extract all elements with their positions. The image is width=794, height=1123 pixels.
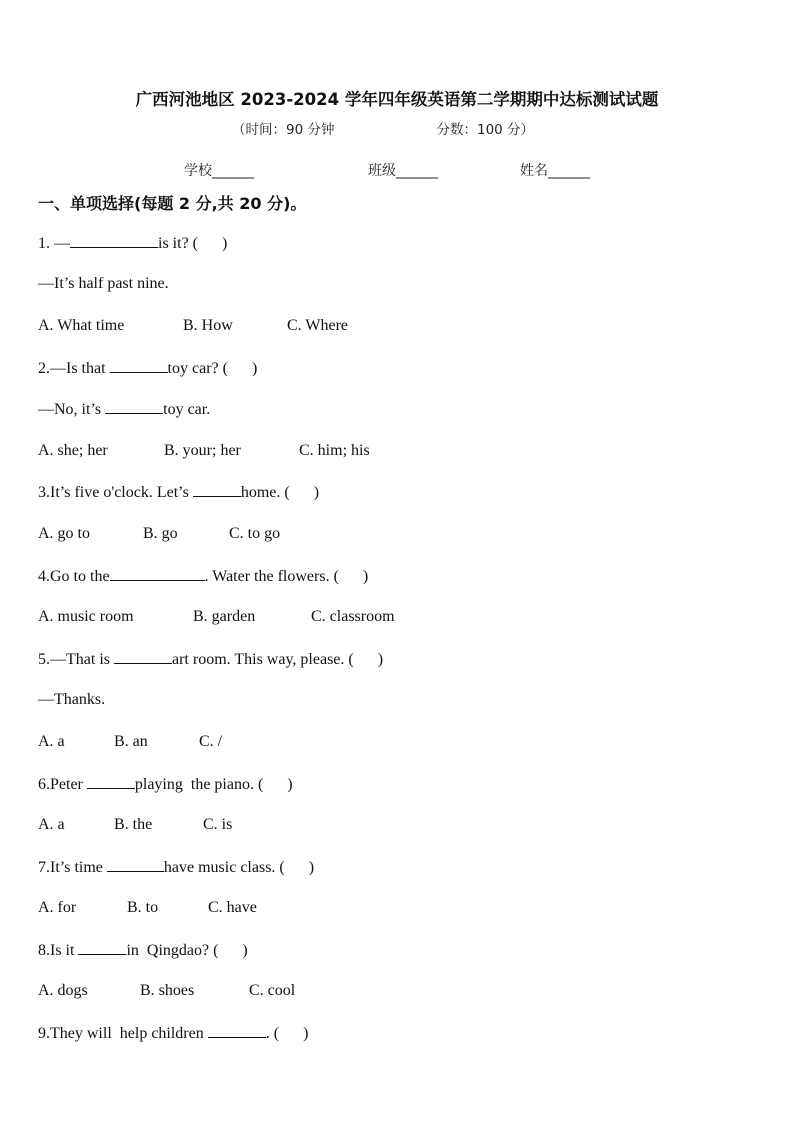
question-1 [38,233,227,254]
q2-stem-start: 2.—Is that [38,360,110,377]
question-7 [38,857,314,878]
question-4 [38,566,368,587]
q3-stem-start: 3.It’s five o'clock. Let’s [38,484,193,501]
question-5 [38,649,383,670]
answer-blank [87,774,135,789]
option-b: B. How [183,317,233,334]
q1-reply: —It’s half past nine. [38,275,169,292]
q2-reply-end: toy car. [163,401,211,418]
q1-stem-start: 1. — [38,235,70,252]
question-8 [38,940,248,961]
q2-reply [38,399,210,420]
option-a: A. go to [38,525,90,542]
name-field: 姓名______ [520,163,590,179]
option-b: B. an [114,733,148,750]
option-a: A. dogs [38,982,88,999]
exam-meta [232,118,534,138]
answer-blank [114,649,172,664]
question-6 [38,774,293,795]
option-b: B. the [114,816,153,833]
q8-stem-end: in Qingdao? ( ) [126,942,248,959]
q7-options [38,898,257,918]
option-c: C. to go [229,525,281,542]
q2-options [38,441,370,461]
q6-stem-start: 6.Peter [38,776,87,793]
question-3 [38,482,319,503]
option-a: A. music room [38,608,134,625]
time-label: （时间：90 分钟 [232,122,335,138]
q8-stem-start: 8.Is it [38,942,79,959]
answer-blank [105,399,163,414]
page-title: 广西河池地区 2023-2024 学年四年级英语第二学期期中达标测试试题 [135,90,659,109]
answer-blank [110,566,205,581]
option-a: A. a [38,733,65,750]
option-c: C. cool [249,982,296,999]
option-a: A. What time [38,317,125,334]
q5-stem-end: art room. This way, please. ( ) [172,651,384,668]
q5-stem-start: 5.—That is [38,651,114,668]
q7-stem-start: 7.It’s time [38,859,107,876]
q5-options [38,732,222,752]
option-c: C. have [208,899,257,916]
q8-options [38,981,295,1001]
q1-options [38,316,348,336]
q4-options [38,607,395,627]
option-b: B. garden [193,608,256,625]
answer-blank [208,1023,266,1038]
option-c: C. him; his [299,442,370,459]
q4-stem-end: . Water the flowers. ( ) [204,568,369,585]
class-field: 班级______ [368,163,438,179]
q9-stem-end: . ( ) [265,1025,309,1042]
q6-stem-end: playing the piano. ( ) [134,776,293,793]
option-b: B. to [127,899,159,916]
q7-stem-end: have music class. ( ) [163,859,315,876]
question-9 [38,1023,308,1044]
question-2 [38,358,257,379]
option-c: C. classroom [311,608,395,625]
answer-blank [193,482,241,497]
q3-options [38,524,280,544]
option-c: C. is [203,816,233,833]
q2-stem-end: toy car? ( ) [167,360,258,377]
q6-options [38,815,232,835]
score-label: 分数：100 分） [436,122,535,138]
answer-blank [110,358,168,373]
q2-reply-start: —No, it’s [38,401,106,418]
option-a: A. she; her [38,442,108,459]
option-b: B. your; her [164,442,241,459]
q3-stem-end: home. ( ) [240,484,320,501]
option-b: B. go [143,525,178,542]
option-a: A. for [38,899,77,916]
answer-blank [107,857,164,872]
option-c: C. Where [287,317,349,334]
q5-reply: —Thanks. [38,691,106,708]
q9-stem-start: 9.They will help children [38,1025,208,1042]
q1-stem-end: is it? ( ) [158,235,228,252]
option-a: A. a [38,816,65,833]
section-heading: 一、单项选择(每题 2 分,共 20 分)。 [38,194,307,213]
answer-blank [78,940,126,955]
option-b: B. shoes [140,982,195,999]
answer-blank [70,233,158,248]
q4-stem-start: 4.Go to the [38,568,110,585]
option-c: C. / [199,733,223,750]
school-field: 学校______ [184,163,254,179]
